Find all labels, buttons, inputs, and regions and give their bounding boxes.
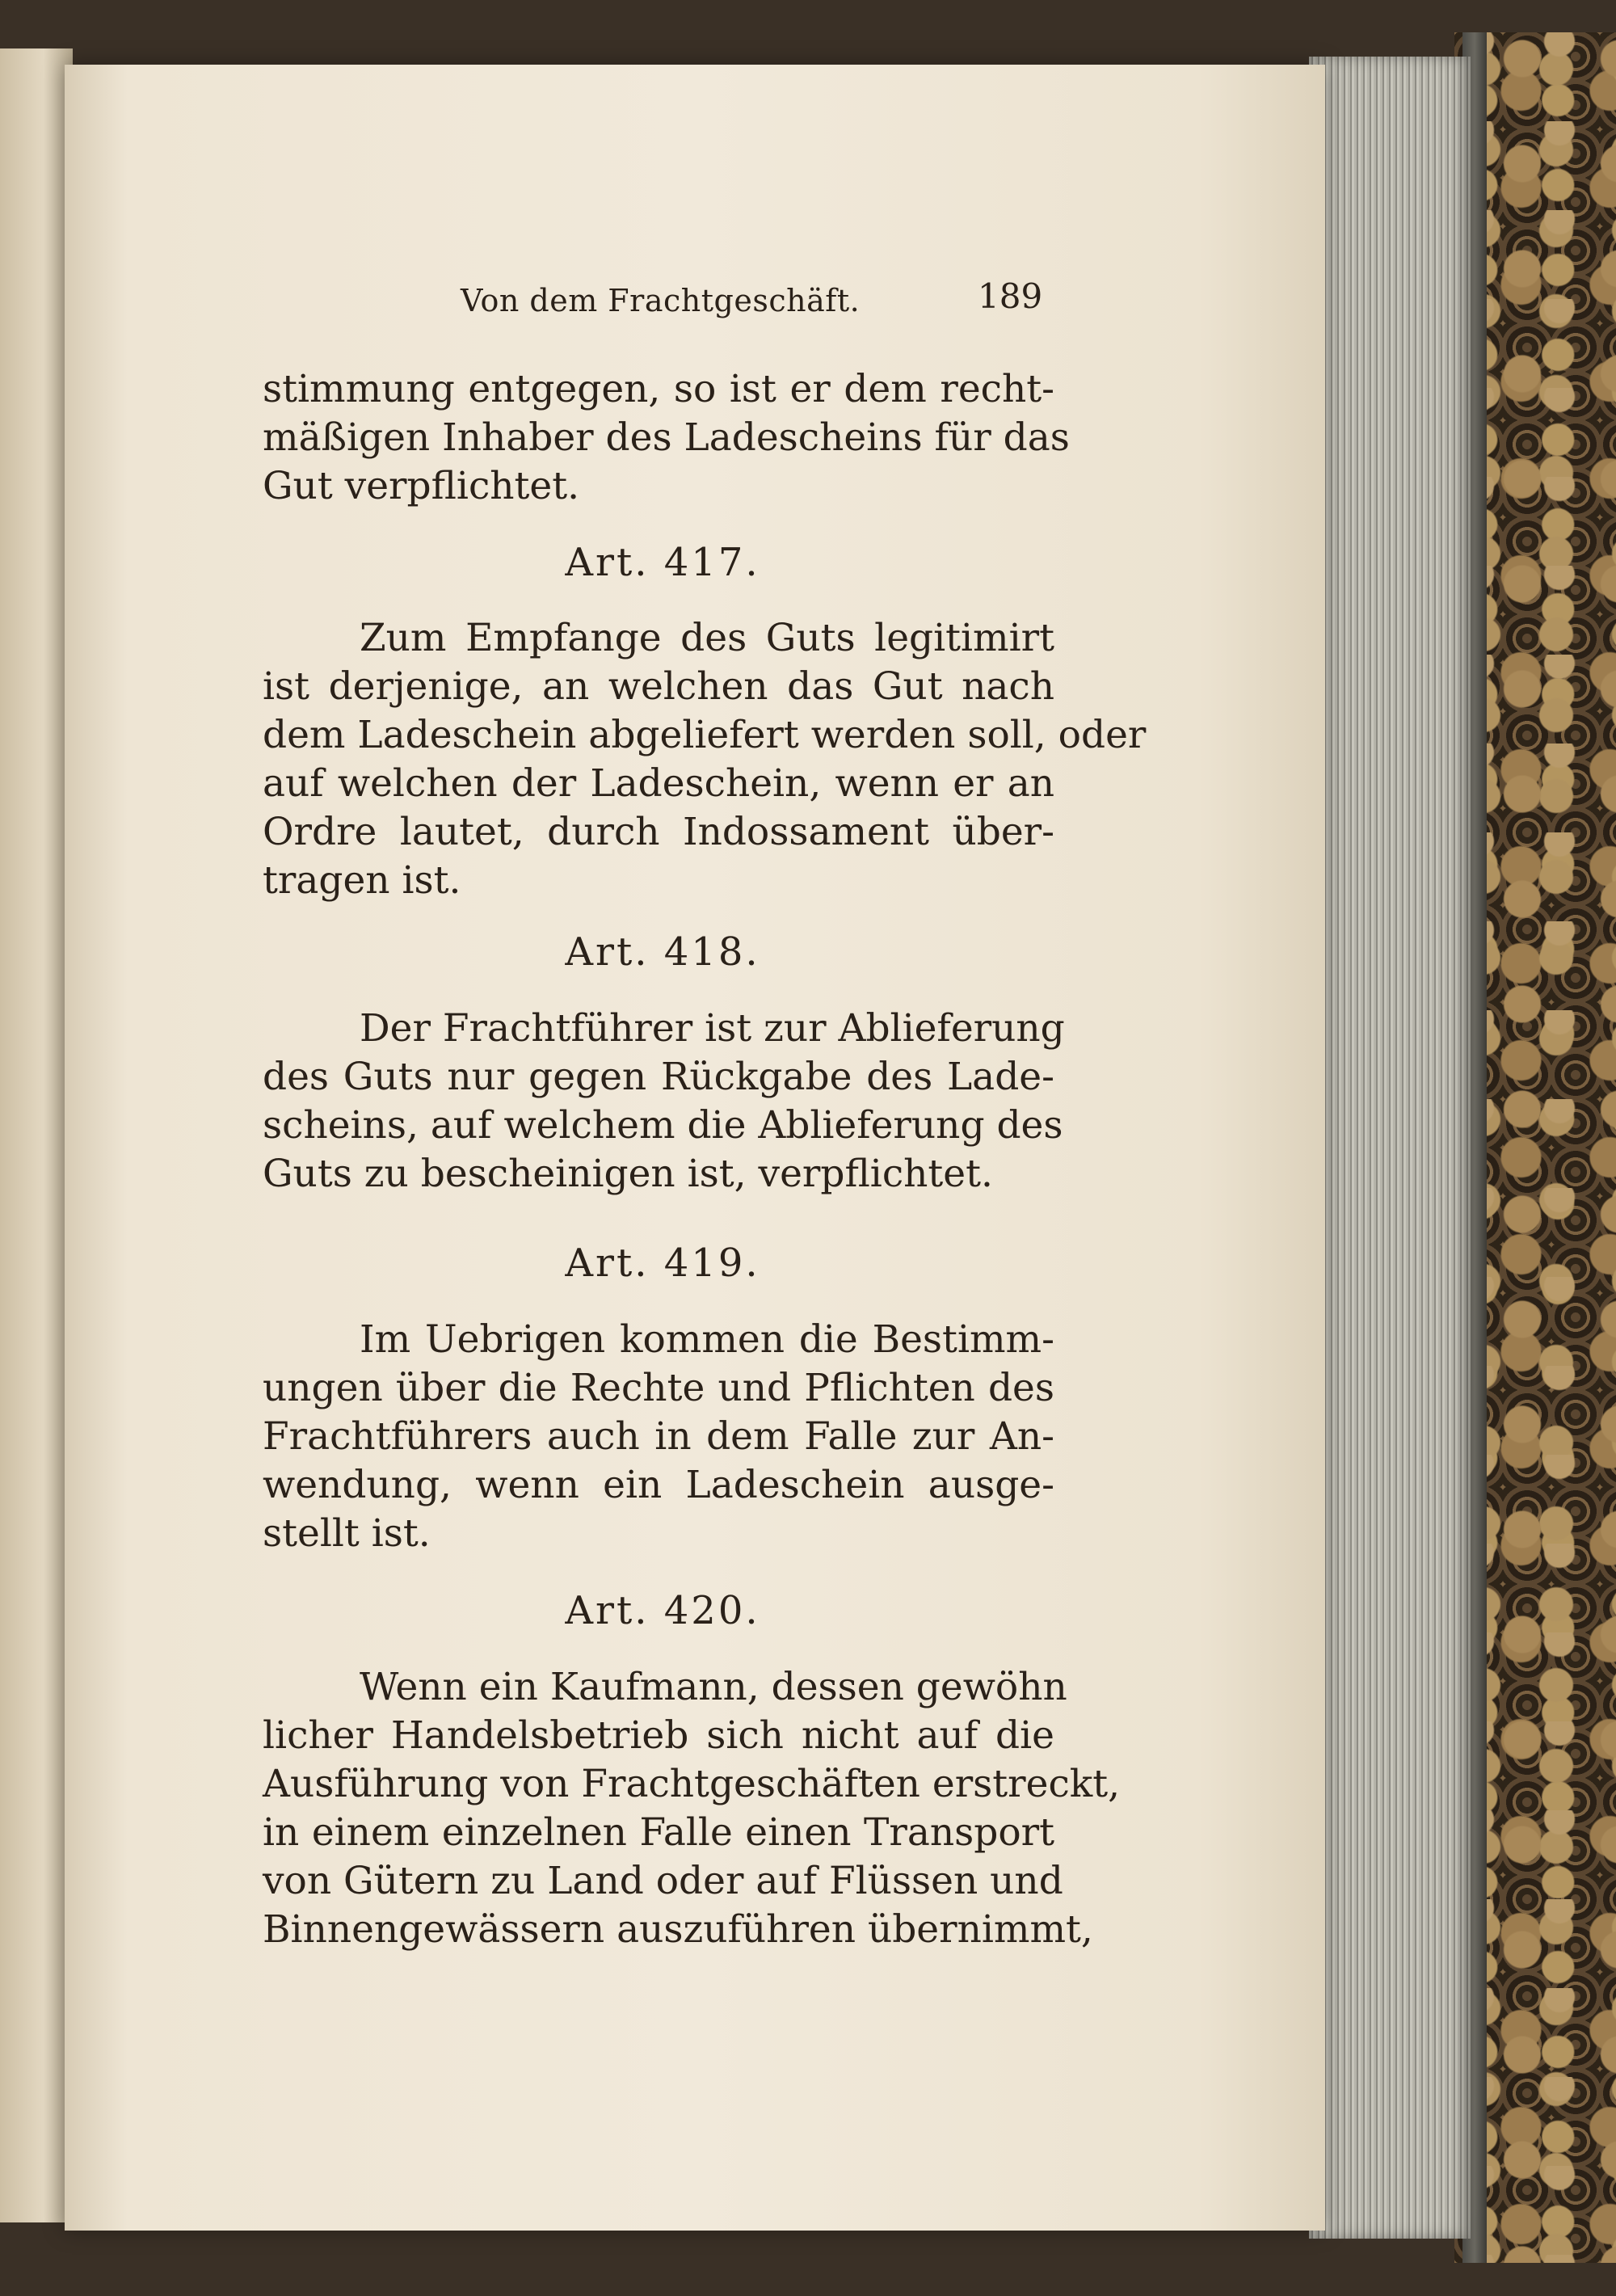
text-line: tragen ist.	[263, 858, 461, 903]
text-line: wendung, wenn ein Ladeschein ausge-	[263, 1463, 1054, 1507]
text-line: in einem einzelnen Falle einen Transport	[263, 1810, 1054, 1855]
page-block-edges	[1309, 57, 1471, 2239]
text-line: dem Ladeschein abgeliefert werden soll, oder	[263, 713, 1147, 757]
text-line: mäßigen Inhaber des Ladescheins für das	[263, 415, 1070, 460]
text-line: Ausführung von Frachtgeschäften erstreckt,	[263, 1762, 1121, 1806]
text-line: von Gütern zu Land oder auf Flüssen und	[263, 1859, 1063, 1903]
text-line: Im Uebrigen kommen die Bestimm-	[360, 1317, 1054, 1362]
text-line: Wenn ein Kaufmann, dessen gewöhn	[360, 1665, 1067, 1709]
text-line: Binnengewässern auszuführen übernimmt,	[263, 1907, 1093, 1952]
text-line: scheins, auf welchem die Ablieferung des	[263, 1103, 1063, 1148]
text-line: licher Handelsbetrieb sich nicht auf die	[263, 1713, 1054, 1758]
text-line: ungen über die Rechte und Pflichten des	[263, 1366, 1054, 1410]
text-line: Zum Empfange des Guts legitimirt	[360, 616, 1054, 660]
page-number: 189	[978, 276, 1043, 316]
article-heading: Art. 417.	[565, 540, 760, 585]
article-heading: Art. 419.	[565, 1241, 760, 1286]
text-line: Der Frachtführer ist zur Ablieferung	[360, 1006, 1065, 1051]
text-line: des Guts nur gegen Rückgabe des Lade-	[263, 1055, 1054, 1099]
text-line: Frachtführers auch in dem Falle zur An-	[263, 1414, 1054, 1459]
text-line: Ordre lautet, durch Indossament über-	[263, 810, 1054, 854]
book-page	[65, 65, 1325, 2231]
text-line: auf welchen der Ladeschein, wenn er an	[263, 761, 1054, 806]
left-page-gutter	[0, 48, 73, 2222]
text-line: ist derjenige, an welchen das Gut nach	[263, 664, 1054, 709]
article-heading: Art. 418.	[565, 929, 760, 975]
article-heading: Art. 420.	[565, 1588, 760, 1633]
running-title: Von dem Frachtgeschäft.	[461, 283, 861, 318]
text-line: stellt ist.	[263, 1511, 431, 1556]
text-line: Guts zu bescheinigen ist, verpflichtet.	[263, 1152, 993, 1196]
text-line: Gut verpflichtet.	[263, 464, 580, 508]
text-line: stimmung entgegen, so ist er dem recht-	[263, 367, 1054, 411]
